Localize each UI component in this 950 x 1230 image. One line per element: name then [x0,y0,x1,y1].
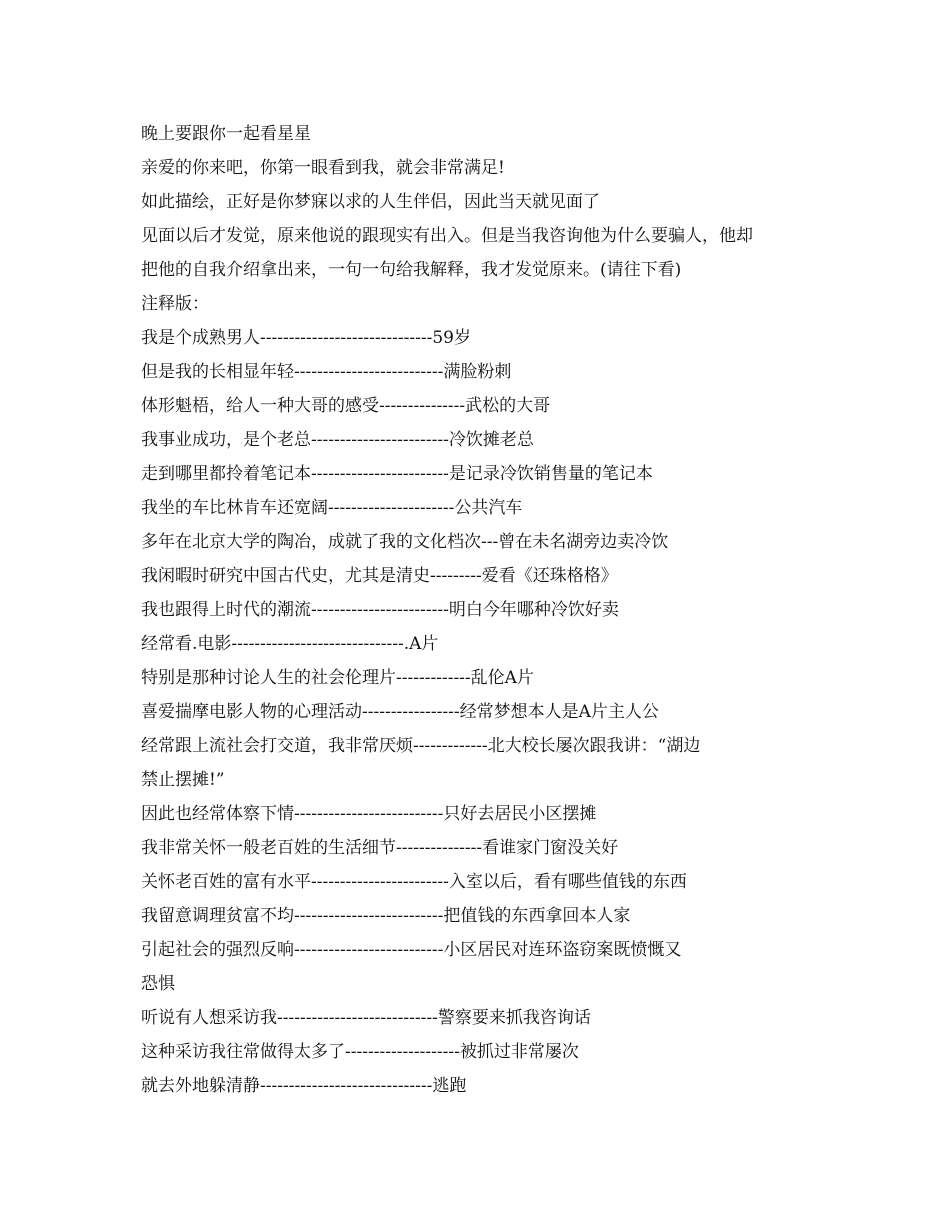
annotation-line: 我留意调理贫富不均--------------------------把值钱的东西拿回本人家 [141,906,631,926]
annotation-line: 我也跟得上时代的潮流------------------------明白今年哪种冷饮好卖 [141,600,619,620]
annotation-line: 经常跟上流社会打交道，我非常厌烦-------------北大校长屡次跟我讲：“湖边 [141,736,701,756]
annotation-line: 我非常关怀一般老百姓的生活细节---------------看谁家门窗没关好 [141,838,619,858]
annotation-line: 引起社会的强烈反响--------------------------小区居民对连环盗窃案既愤慨又 [141,940,682,960]
annotation-line: 这种采访我往常做得太多了--------------------被抓过非常屡次 [141,1042,579,1062]
annotation-line: 关怀老百姓的富有水平------------------------入室以后，看有哪些值钱的东西 [141,872,687,892]
text-line: 亲爱的你来吧，你第一眼看到我，就会非常满足! [141,158,505,178]
annotation-line: 就去外地躲清静------------------------------逃跑 [141,1076,467,1096]
annotation-line: 我闲暇时研究中国古代史，尤其是清史---------爱看《还珠格格》 [141,566,618,586]
annotation-line: 喜爱揣摩电影人物的心理活动-----------------经常梦想本人是A片主人公 [141,702,659,722]
annotation-line: 体形魁梧，给人一种大哥的感受---------------武松的大哥 [141,396,551,416]
document-body [141,117,821,1103]
text-line: 把他的自我介绍拿出来，一句一句给我解释，我才发觉原来。(请往下看) [141,260,682,280]
annotation-line: 我是个成熟男人------------------------------59岁 [141,328,471,348]
annotation-line: 因此也经常体察下情--------------------------只好去居民小区摆摊 [141,804,597,824]
text-line: 见面以后才发觉，原来他说的跟现实有出入。但是当我咨询他为什么要骗人，他却 [141,226,753,246]
annotation-line: 特别是那种讨论人生的社会伦理片-------------乱伦A片 [141,668,534,688]
section-label: 注释版： [141,294,209,314]
annotation-line-continued: 恐惧 [141,974,175,994]
annotation-line: 我坐的车比林肯车还宽阔----------------------公共汽车 [141,498,523,518]
text-line: 如此描绘，正好是你梦寐以求的人生伴侣，因此当天就见面了 [141,192,600,212]
annotation-line: 走到哪里都拎着笔记本------------------------是记录冷饮销售量的笔记本 [141,464,653,484]
annotation-line-continued: 禁止摆摊!” [141,770,225,790]
annotation-line: 我事业成功，是个老总------------------------冷饮摊老总 [141,430,534,450]
annotation-line: 但是我的长相显年轻--------------------------满脸粉刺 [141,362,512,382]
annotation-line: 听说有人想采访我----------------------------警察要来抓我咨询话 [141,1008,591,1028]
annotation-line: 多年在北京大学的陶冶，成就了我的文化档次---曾在未名湖旁边卖冷饮 [141,532,669,552]
annotation-line: 经常看.电影------------------------------.A片 [141,634,439,654]
text-line: 晚上要跟你一起看星星 [141,124,311,144]
